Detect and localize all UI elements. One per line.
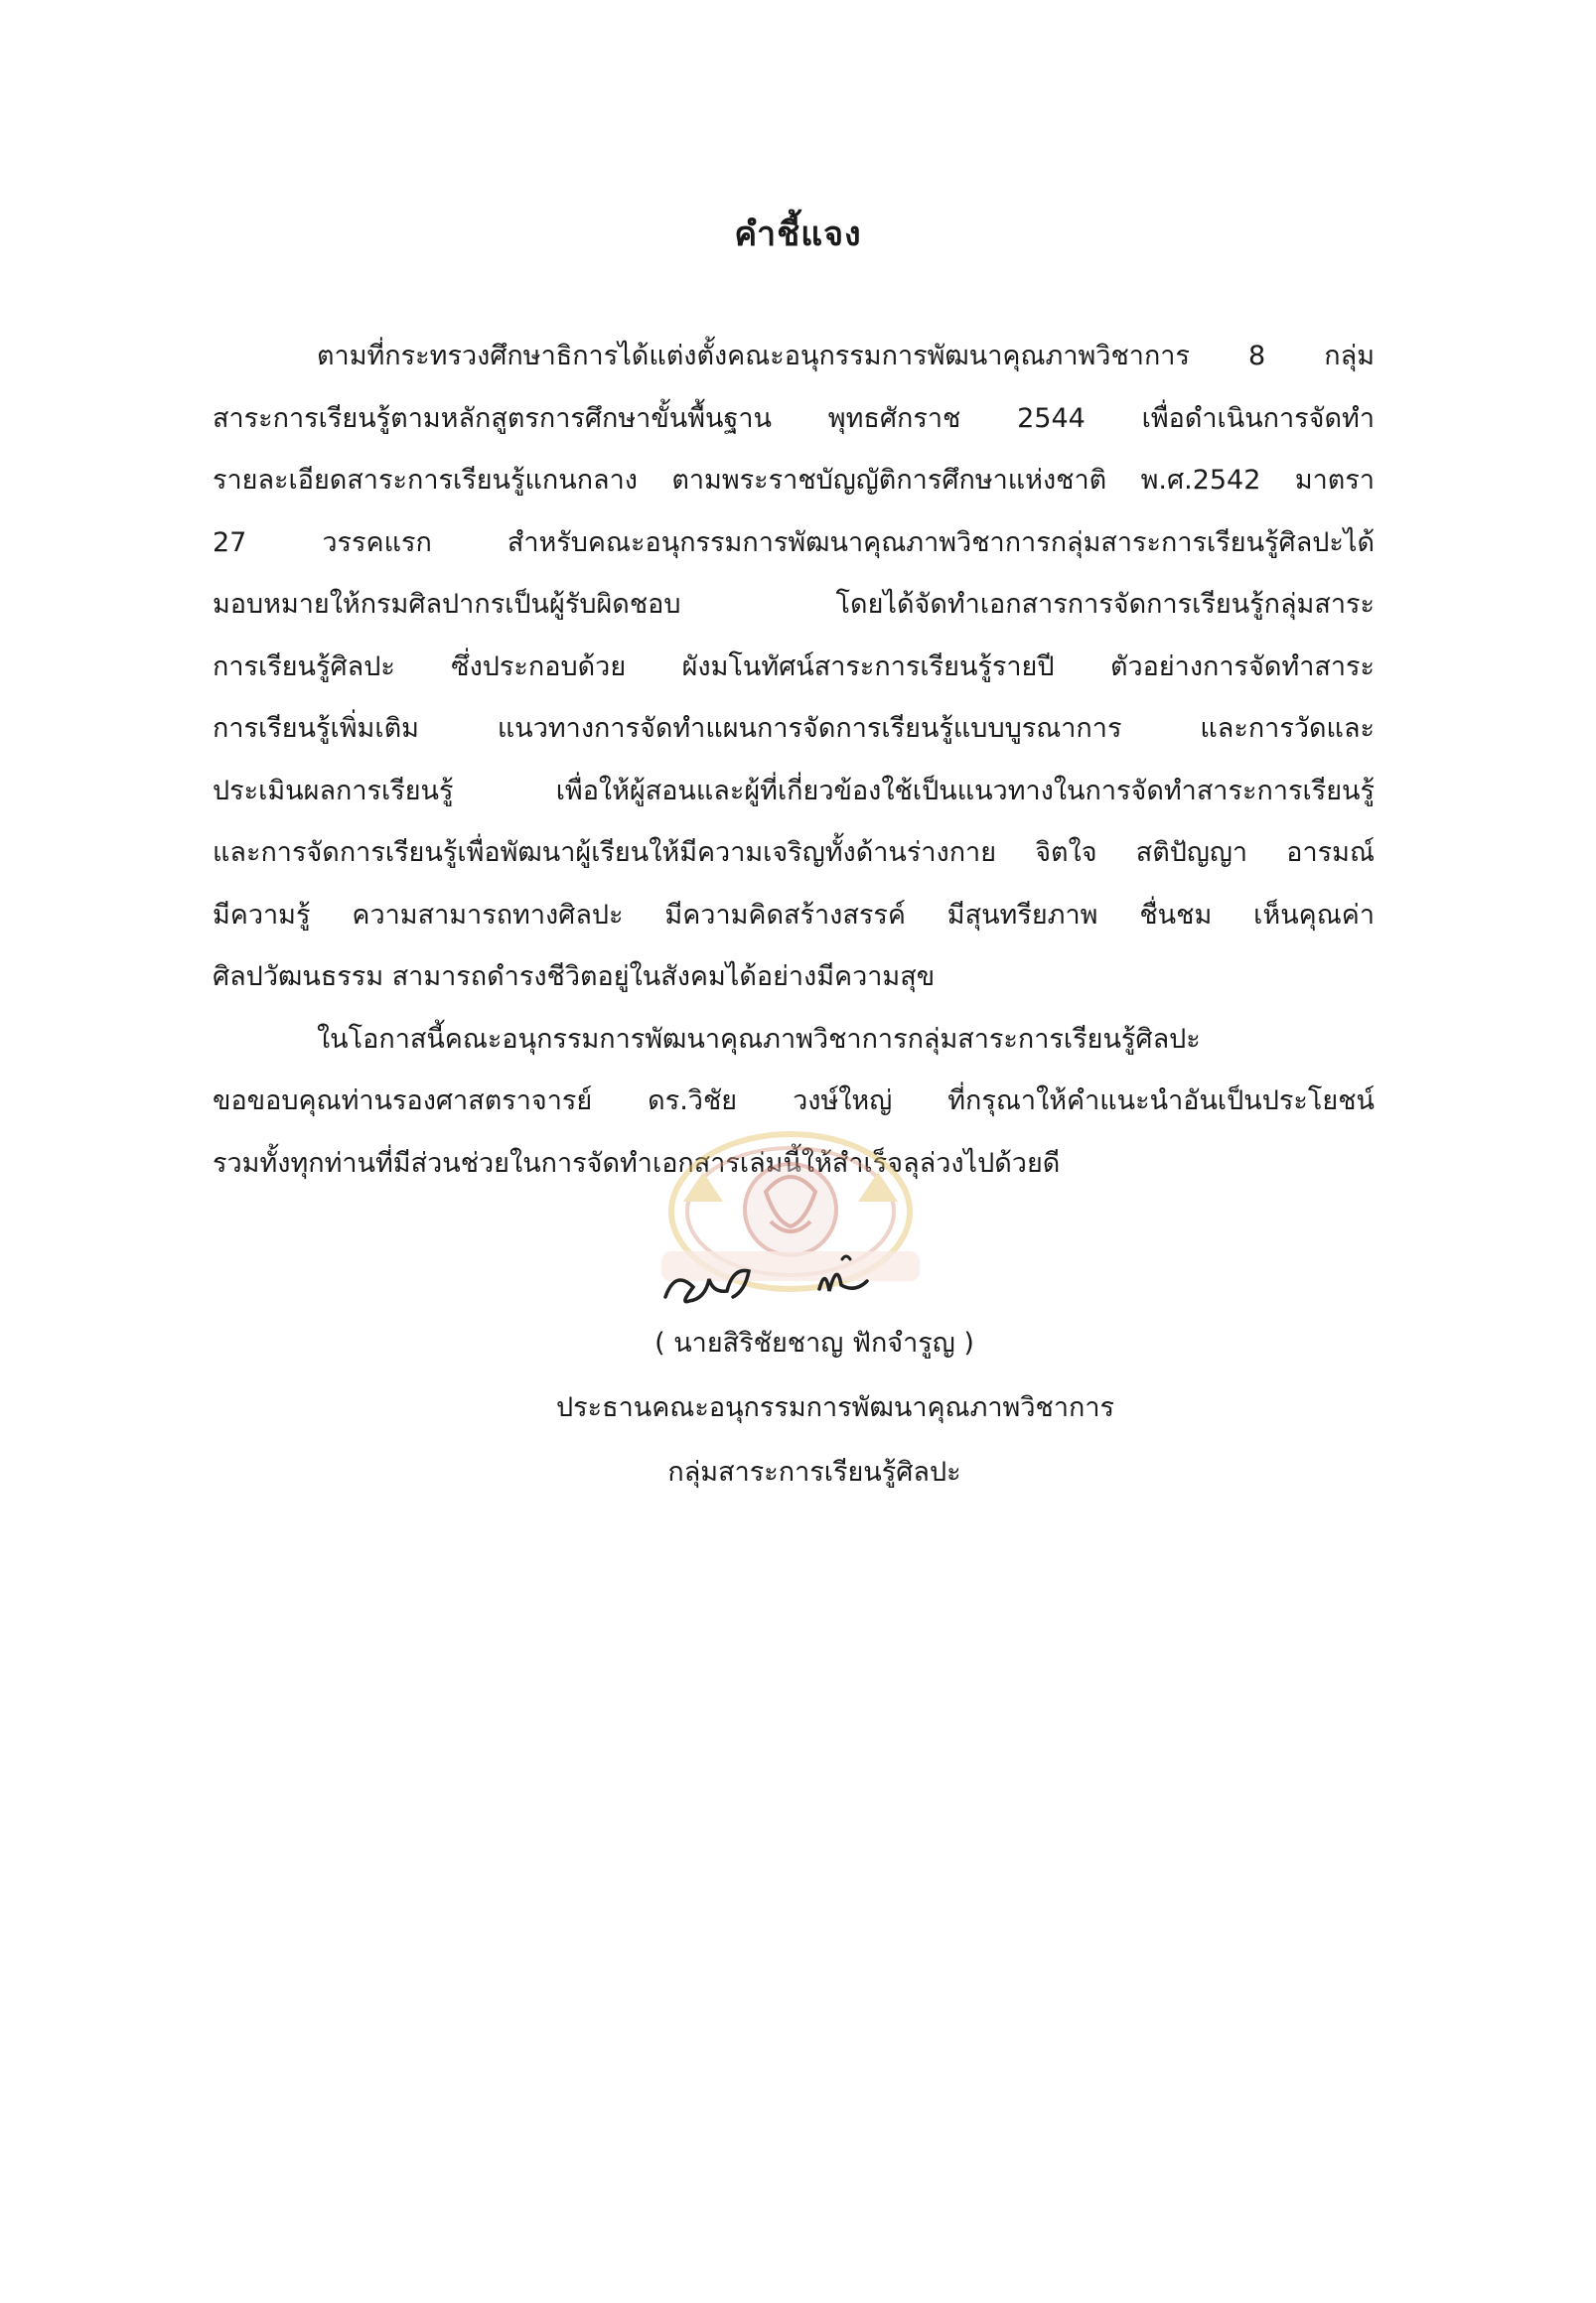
paragraph-line: และการจัดการเรียนรู้เพื่อพัฒนาผู้เรียนให้มีความเจริญทั้งด้านร่างกาย จิตใจ สติปัญญา อารมณ์ xyxy=(213,837,1375,868)
paragraph-line: การเรียนรู้ศิลปะ ซึ่งประกอบด้วย ผังมโนทัศน์สาระการเรียนรู้รายปี ตัวอย่างการจัดทำสาระ xyxy=(213,650,1375,682)
handwritten-signature xyxy=(646,1249,1003,1319)
paragraph-line: ประเมินผลการเรียนรู้ เพื่อให้ผู้สอนและผู้ที่เกี่ยวข้องใช้เป็นแนวทางในการจัดทำสาระการเรียนรู้ xyxy=(213,775,1375,806)
document-body xyxy=(213,326,1375,1195)
paragraph-line: ตามที่กระทรวงศึกษาธิการได้แต่งตั้งคณะอนุกรรมการพัฒนาคุณภาพวิชาการ 8 กลุ่ม xyxy=(317,341,1375,371)
paragraph-line: ศิลปวัฒนธรรม สามารถดำรงชีวิตอยู่ในสังคมได้อย่างมีความสุข xyxy=(213,961,936,992)
paragraph-line: รวมทั้งทุกท่านที่มีส่วนช่วยในการจัดทำเอกสารเล่มนี้ให้สำเร็จลุล่วงไปด้วยดี xyxy=(213,1147,1061,1179)
paragraph-line: การเรียนรู้เพิ่มเติม แนวทางการจัดทำแผนการจัดการเรียนรู้แบบบูรณาการ และการวัดและ xyxy=(213,713,1375,744)
paragraph-line: รายละเอียดสาระการเรียนรู้แกนกลาง ตามพระราชบัญญัติการศึกษาแห่งชาติ พ.ศ.2542 มาตรา xyxy=(213,465,1375,496)
paragraph-line: 27 วรรคแรก สำหรับคณะอนุกรรมการพัฒนาคุณภาพวิชาการกลุ่มสาระการเรียนรู้ศิลปะได้ xyxy=(213,526,1375,558)
signatory-position: ประธานคณะอนุกรรมการพัฒนาคุณภาพวิชาการ xyxy=(556,1392,1115,1423)
page-title: คำชี้แจง xyxy=(734,215,862,254)
signatory-group: กลุ่มสาระการเรียนรู้ศิลปะ xyxy=(667,1457,961,1488)
paragraph-line: ในโอกาสนี้คณะอนุกรรมการพัฒนาคุณภาพวิชาการกลุ่มสาระการเรียนรู้ศิลปะ xyxy=(317,1023,1201,1055)
paragraph-line: มีความรู้ ความสามารถทางศิลปะ มีความคิดสร้างสรรค์ มีสุนทรียภาพ ชื่นชม เห็นคุณค่า xyxy=(213,899,1375,931)
paragraph-line: ขอขอบคุณท่านรองศาสตราจารย์ ดร.วิชัย วงษ์ใหญ่ ที่กรุณาให้คำแนะนำอันเป็นประโยชน์ xyxy=(213,1085,1375,1116)
paragraph-line: มอบหมายให้กรมศิลปากรเป็นผู้รับผิดชอบ โดยได้จัดทำเอกสารการจัดการเรียนรู้กลุ่มสาระ xyxy=(213,589,1375,620)
signatory-name: ( นายสิริชัยชาญ ฟักจำรูญ ) xyxy=(654,1328,974,1359)
paragraph-line: สาระการเรียนรู้ตามหลักสูตรการศึกษาขั้นพื้นฐาน พุทธศักราช 2544 เพื่อดำเนินการจัดทำ xyxy=(213,402,1375,434)
